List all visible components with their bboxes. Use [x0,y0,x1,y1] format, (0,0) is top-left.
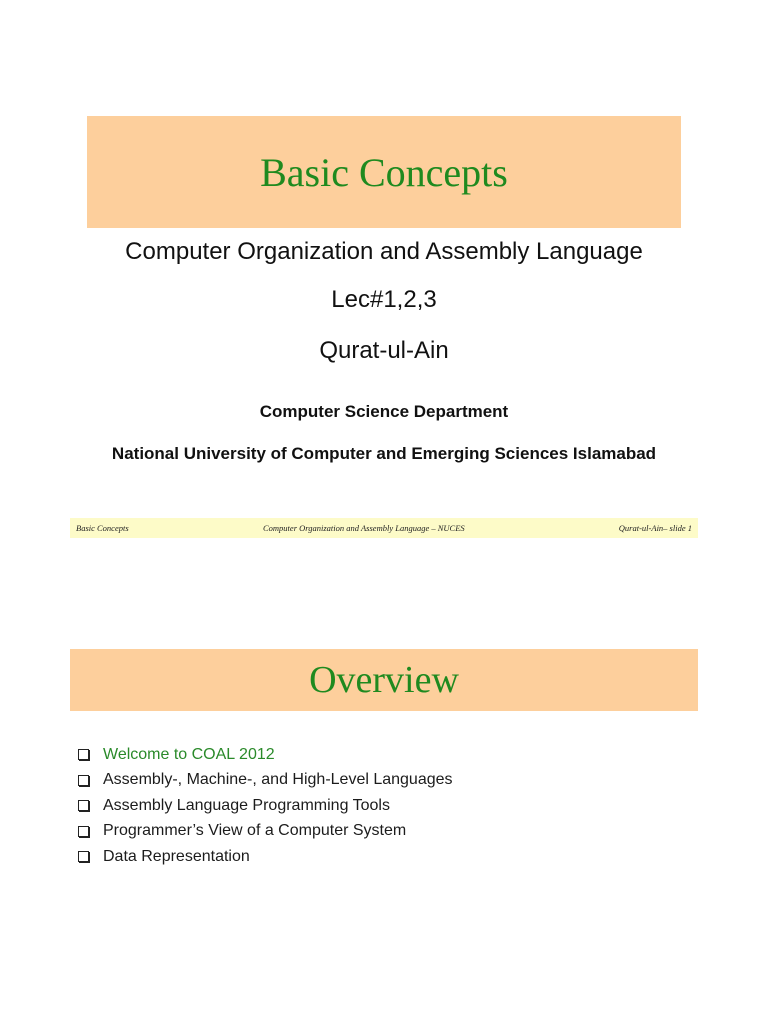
author-name: Qurat-ul-Ain [319,337,449,364]
square-checkbox-icon [78,826,89,837]
slide1-title-box [87,116,681,228]
bullet-text: Assembly-, Machine-, and High-Level Languages [103,771,453,789]
footer-center-text: Computer Organization and Assembly Language – NUCES [263,523,465,533]
footer-left-text: Basic Concepts [76,523,129,533]
bullet-text: Welcome to COAL 2012 [103,745,275,763]
slide-footer [70,518,698,538]
list-item [76,768,453,794]
lecture-number: Lec#1,2,3 [331,286,437,313]
bullet-text: Programmer’s View of a Computer System [103,822,407,840]
course-subtitle: Computer Organization and Assembly Language [125,238,643,265]
overview-bullet-list [76,742,453,870]
square-checkbox-icon [78,749,89,760]
square-checkbox-icon [78,775,89,786]
list-item [76,742,453,768]
list-item [76,819,453,845]
slide2-title: Overview [309,659,459,701]
slide2-title-box [70,649,698,711]
bullet-text: Data Representation [103,847,250,865]
department-name: Computer Science Department [259,402,509,421]
university-name: National University of Computer and Emerging Sciences Islamabad [111,444,657,463]
square-checkbox-icon [78,851,89,862]
slide1-title: Basic Concepts [260,149,508,195]
footer-right-text: Qurat-ul-Ain– slide 1 [618,523,692,533]
list-item [76,793,453,819]
square-checkbox-icon [78,800,89,811]
bullet-text: Assembly Language Programming Tools [103,796,390,814]
list-item [76,844,453,870]
